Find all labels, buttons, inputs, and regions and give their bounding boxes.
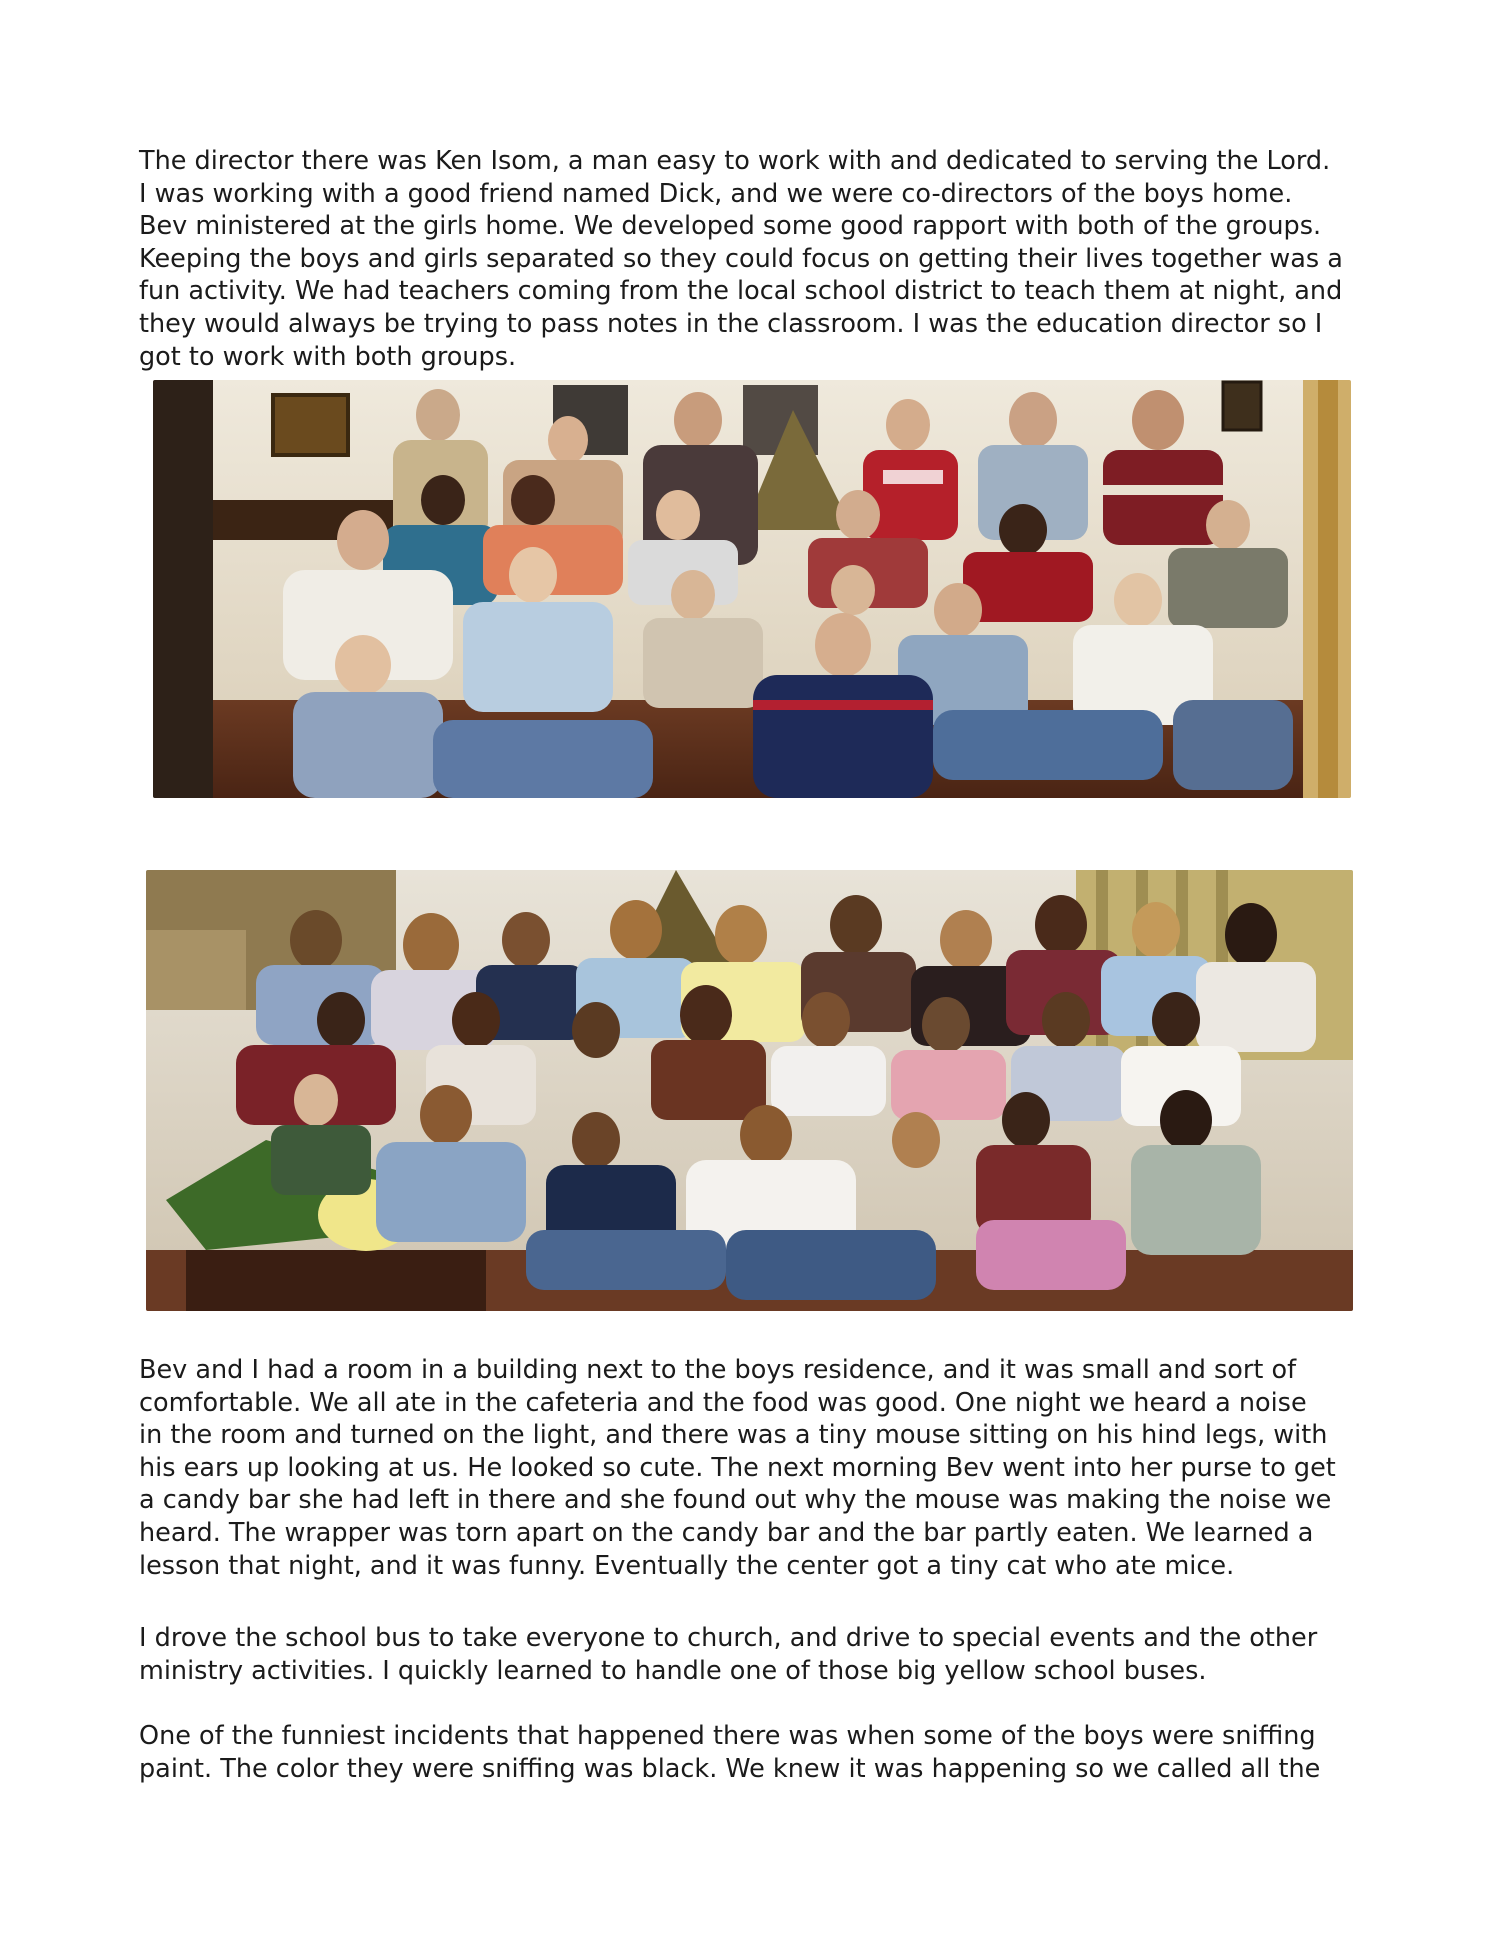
text-line: lesson that night, and it was funny. Eventually the center got a tiny cat who ate mice. bbox=[139, 1550, 1235, 1581]
paragraph-mouse-story bbox=[139, 1354, 1379, 1582]
paragraph-school-bus bbox=[139, 1622, 1379, 1687]
text-line: they would always be trying to pass notes in the classroom. I was the education director so I bbox=[139, 308, 1323, 339]
text-line: The director there was Ken Isom, a man easy to work with and dedicated to serving the Lord. bbox=[139, 146, 1331, 176]
text-line: fun activity. We had teachers coming from the local school district to teach them at night, and bbox=[139, 276, 1343, 307]
girls-group-image bbox=[146, 870, 1353, 1311]
text-line: Bev ministered at the girls home. We developed some good rapport with both of the groups. bbox=[139, 211, 1322, 242]
text-line: got to work with both groups. bbox=[139, 341, 517, 372]
text-line: Bev and I had a room in a building next to the boys residence, and it was small and sort of bbox=[139, 1355, 1297, 1385]
text-line: heard. The wrapper was torn apart on the candy bar and the bar partly eaten. We learned a bbox=[139, 1517, 1314, 1548]
text-line: in the room and turned on the light, and there was a tiny mouse sitting on his hind legs, with bbox=[139, 1420, 1328, 1451]
text-line: I was working with a good friend named Dick, and we were co-directors of the boys home. bbox=[139, 178, 1293, 209]
text-line: his ears up looking at us. He looked so cute. The next morning Bev went into her purse to get bbox=[139, 1452, 1336, 1483]
paragraph-paint-incident bbox=[139, 1720, 1379, 1785]
text-line: paint. The color they were sniffing was black. We knew it was happening so we called all the bbox=[139, 1753, 1321, 1784]
text-line: comfortable. We all ate in the cafeteria and the food was good. One night we heard a noise bbox=[139, 1387, 1307, 1418]
text-line: Keeping the boys and girls separated so they could focus on getting their lives together was a bbox=[139, 243, 1343, 274]
text-line: ministry activities. I quickly learned to handle one of those big yellow school buses. bbox=[139, 1655, 1207, 1686]
boys-group-image bbox=[153, 380, 1351, 798]
text-line: One of the funniest incidents that happened there was when some of the boys were sniffing bbox=[139, 1721, 1316, 1751]
text-line: I drove the school bus to take everyone to church, and drive to special events and the other bbox=[139, 1623, 1318, 1653]
paragraph-intro bbox=[139, 145, 1379, 373]
photo-boys-group bbox=[153, 380, 1351, 798]
photo-girls-group bbox=[146, 870, 1353, 1311]
text-line: a candy bar she had left in there and she found out why the mouse was making the noise we bbox=[139, 1485, 1332, 1516]
